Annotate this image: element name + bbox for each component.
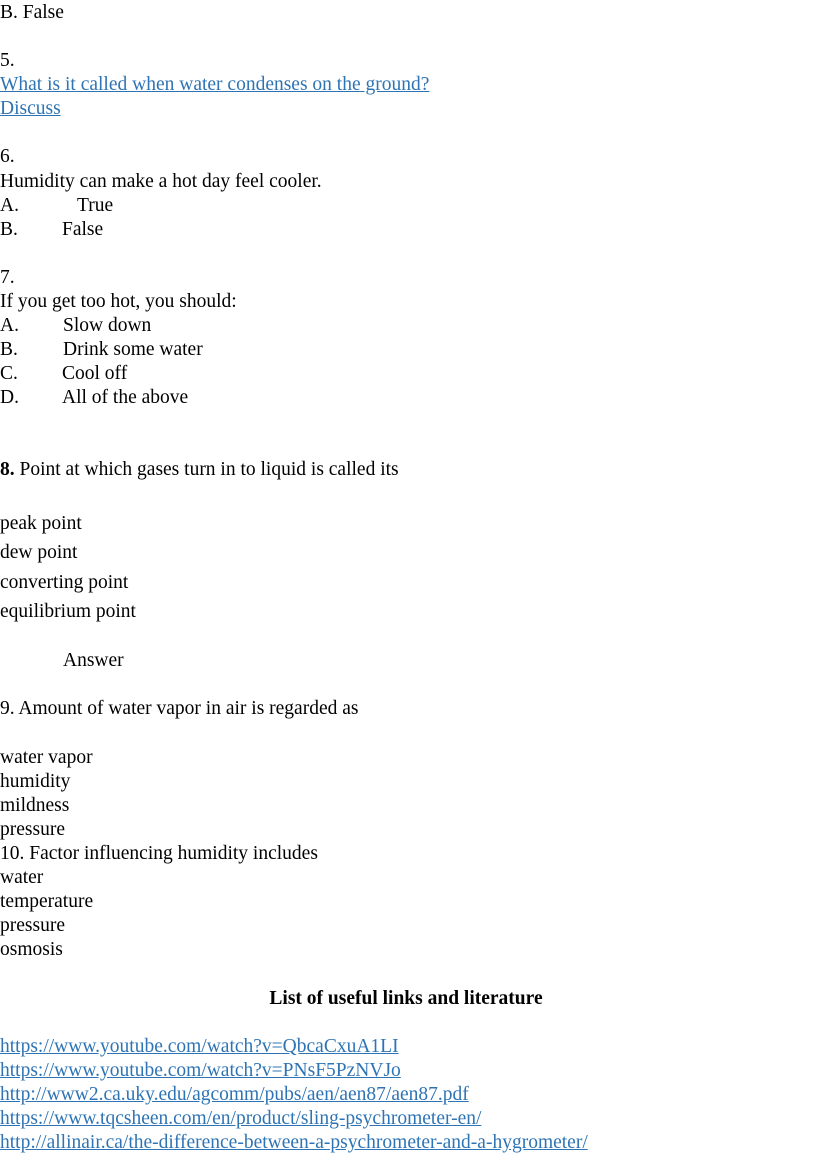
q9-option: pressure <box>0 819 65 840</box>
resource-link[interactable]: https://www.tqcsheen.com/en/product/sling-psychrometer-en/ <box>0 1108 482 1129</box>
q7-option-d <box>0 386 188 410</box>
resource-link[interactable]: http://allinair.ca/the-difference-between-a-psychrometer-and-a-hygrometer/ <box>0 1132 588 1153</box>
q9-question: 9. Amount of water vapor in air is regarded as <box>0 698 359 719</box>
option-text: All of the above <box>62 387 189 408</box>
q5-discuss-link[interactable]: Discuss <box>0 98 61 119</box>
option-text: True <box>77 195 114 216</box>
q5-number: 5. <box>0 50 15 71</box>
q8-number: 8. <box>0 459 15 480</box>
q8-answer-label: Answer <box>63 650 124 671</box>
q10-option: temperature <box>0 891 94 912</box>
q7-question: If you get too hot, you should: <box>0 291 237 312</box>
q8-option: equilibrium point <box>0 601 136 622</box>
q10-question: 10. Factor influencing humidity includes <box>0 843 318 864</box>
option-letter: B. <box>0 219 18 240</box>
option-letter: D. <box>0 387 19 408</box>
q9-option: humidity <box>0 771 71 792</box>
option-letter: A. <box>0 315 19 336</box>
q10-option: pressure <box>0 915 65 936</box>
option-letter: A. <box>0 195 19 216</box>
resource-link[interactable]: https://www.youtube.com/watch?v=PNsF5PzNVJo <box>0 1060 401 1081</box>
q7-option-b <box>0 338 203 362</box>
q6-option-a <box>0 194 113 218</box>
q7-option-c <box>0 362 127 386</box>
q10-option: water <box>0 867 44 888</box>
q9-option: mildness <box>0 795 70 816</box>
option-text: False <box>62 219 104 240</box>
q7-number: 7. <box>0 267 15 288</box>
q10-option: osmosis <box>0 939 63 960</box>
q5-question-link[interactable]: What is it called when water condenses on the ground? <box>0 74 430 95</box>
q8-option: dew point <box>0 542 78 563</box>
q7-option-a <box>0 314 151 338</box>
q8-question: Point at which gases turn in to liquid is called its <box>19 459 399 480</box>
q6-number: 6. <box>0 146 15 167</box>
option-letter: C. <box>0 363 18 384</box>
links-heading: List of useful links and literature <box>269 988 543 1009</box>
q8-question-line <box>0 458 399 482</box>
option-text: Slow down <box>63 315 152 336</box>
resource-link[interactable]: https://www.youtube.com/watch?v=QbcaCxuA1LI <box>0 1036 399 1057</box>
q6-option-b <box>0 218 103 242</box>
q8-option: converting point <box>0 572 129 593</box>
resource-link[interactable]: http://www2.ca.uky.edu/agcomm/pubs/aen/aen87/aen87.pdf <box>0 1084 469 1105</box>
option-text: Drink some water <box>63 339 203 360</box>
q9-option: water vapor <box>0 747 93 768</box>
q8-option: peak point <box>0 513 82 534</box>
option-letter: B. <box>0 339 18 360</box>
q6-question: Humidity can make a hot day feel cooler. <box>0 171 322 192</box>
option-text: Cool off <box>62 363 128 384</box>
q4-option-b: B. False <box>0 2 64 23</box>
